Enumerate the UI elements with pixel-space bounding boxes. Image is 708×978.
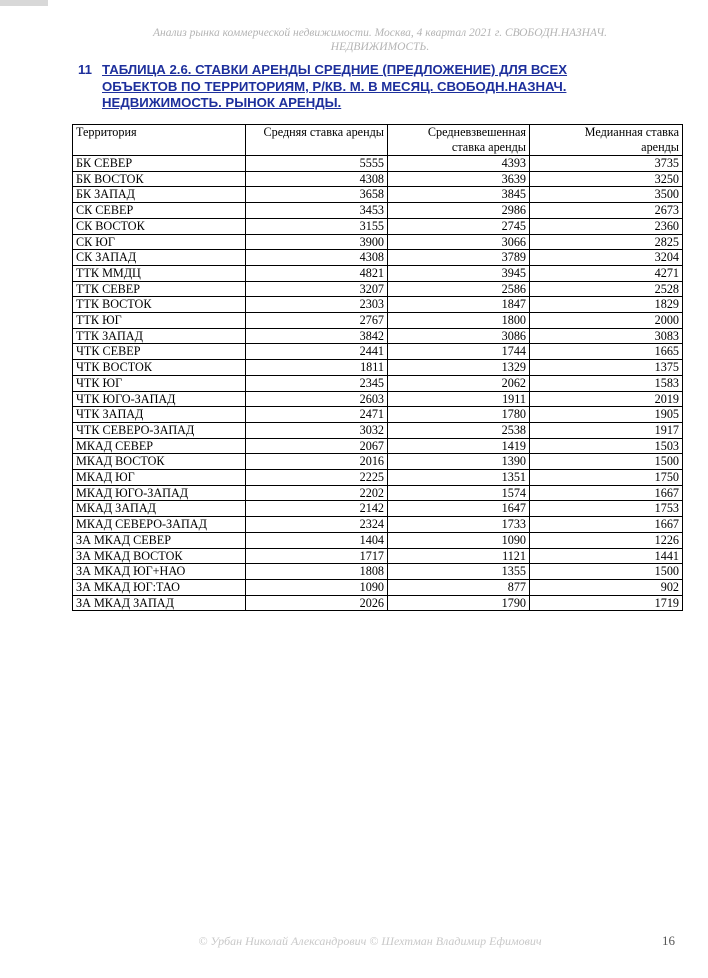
- territory-cell: ЧТК ЮГО-ЗАПАД: [73, 391, 246, 407]
- territory-cell: МКАД ВОСТОК: [73, 454, 246, 470]
- average-rate-cell: 2441: [246, 344, 388, 360]
- running-header-line1: Анализ рынка коммерческой недвижимости. Москва, 4 квартал 2021 г. СВОБОДН.НАЗНАЧ.: [153, 27, 607, 39]
- median-rate-cell: 1500: [530, 454, 683, 470]
- average-rate-cell: 3155: [246, 218, 388, 234]
- median-rate-cell: 1829: [530, 297, 683, 313]
- average-rate-cell: 1808: [246, 564, 388, 580]
- table-row: [73, 548, 683, 564]
- territory-cell: ЧТК СЕВЕР: [73, 344, 246, 360]
- table-row: [73, 595, 683, 611]
- median-rate-cell: 1905: [530, 407, 683, 423]
- territory-cell: МКАД ЗАПАД: [73, 501, 246, 517]
- average-rate-cell: 3032: [246, 422, 388, 438]
- average-rate-cell: 2016: [246, 454, 388, 470]
- table-row: [73, 422, 683, 438]
- average-rate-cell: 2603: [246, 391, 388, 407]
- territory-cell: ТТК ММДЦ: [73, 265, 246, 281]
- weighted-rate-cell: 2538: [388, 422, 530, 438]
- table-row: [73, 328, 683, 344]
- table-row: [73, 579, 683, 595]
- weighted-rate-cell: 1790: [388, 595, 530, 611]
- table-row: [73, 203, 683, 219]
- average-rate-cell: 2026: [246, 595, 388, 611]
- table-row: [73, 265, 683, 281]
- average-rate-cell: 2303: [246, 297, 388, 313]
- median-rate-cell: 1719: [530, 595, 683, 611]
- column-header-territory: Территория: [73, 125, 246, 156]
- table-row: [73, 501, 683, 517]
- territory-cell: СК ЮГ: [73, 234, 246, 250]
- average-rate-cell: 4308: [246, 250, 388, 266]
- table-row: [73, 297, 683, 313]
- median-rate-cell: 1500: [530, 564, 683, 580]
- column-header-weighted-rate: [388, 125, 530, 156]
- section-title-line3: НЕДВИЖИМОСТЬ. РЫНОК АРЕНДЫ.: [102, 95, 342, 110]
- weighted-rate-cell: 1647: [388, 501, 530, 517]
- median-rate-cell: 1665: [530, 344, 683, 360]
- table-row: [73, 313, 683, 329]
- average-rate-cell: 2345: [246, 375, 388, 391]
- weighted-rate-cell: 3945: [388, 265, 530, 281]
- average-rate-cell: 5555: [246, 156, 388, 172]
- median-rate-cell: 2360: [530, 218, 683, 234]
- territory-cell: ЗА МКАД СЕВЕР: [73, 532, 246, 548]
- median-rate-cell: 1667: [530, 485, 683, 501]
- table-row: [73, 187, 683, 203]
- median-rate-cell: 2019: [530, 391, 683, 407]
- territory-cell: ЗА МКАД ЗАПАД: [73, 595, 246, 611]
- column-header-average-rate: Средняя ставка аренды: [246, 125, 388, 156]
- median-rate-cell: 1375: [530, 360, 683, 376]
- weighted-rate-cell: 2745: [388, 218, 530, 234]
- median-rate-cell: 2000: [530, 313, 683, 329]
- median-rate-cell: 1750: [530, 470, 683, 486]
- average-rate-cell: 2067: [246, 438, 388, 454]
- average-rate-cell: 3453: [246, 203, 388, 219]
- table-row: [73, 375, 683, 391]
- territory-cell: ТТК ВОСТОК: [73, 297, 246, 313]
- average-rate-cell: 1811: [246, 360, 388, 376]
- corner-mark: [0, 0, 48, 6]
- average-rate-cell: 1404: [246, 532, 388, 548]
- weighted-rate-cell: 3639: [388, 171, 530, 187]
- average-rate-cell: 3658: [246, 187, 388, 203]
- weighted-rate-cell: 4393: [388, 156, 530, 172]
- rent-rates-table: [72, 124, 683, 611]
- column-header-median-line2: аренды: [641, 140, 679, 154]
- territory-cell: ЗА МКАД ВОСТОК: [73, 548, 246, 564]
- table-header-row: [73, 125, 683, 156]
- median-rate-cell: 1441: [530, 548, 683, 564]
- weighted-rate-cell: 1351: [388, 470, 530, 486]
- weighted-rate-cell: 1800: [388, 313, 530, 329]
- weighted-rate-cell: 2586: [388, 281, 530, 297]
- territory-cell: БК СЕВЕР: [73, 156, 246, 172]
- section-title-line1: ТАБЛИЦА 2.6. СТАВКИ АРЕНДЫ СРЕДНИЕ (ПРЕДЛОЖЕНИЕ) ДЛЯ ВСЕХ: [102, 62, 568, 77]
- column-header-weighted-line1: Средневзвешенная: [427, 125, 526, 139]
- weighted-rate-cell: 3066: [388, 234, 530, 250]
- territory-cell: ЧТК СЕВЕРО-ЗАПАД: [73, 422, 246, 438]
- weighted-rate-cell: 1574: [388, 485, 530, 501]
- territory-cell: СК ВОСТОК: [73, 218, 246, 234]
- territory-cell: ЧТК ЮГ: [73, 375, 246, 391]
- territory-cell: СК ЗАПАД: [73, 250, 246, 266]
- weighted-rate-cell: 1744: [388, 344, 530, 360]
- table-row: [73, 485, 683, 501]
- table-row: [73, 171, 683, 187]
- average-rate-cell: 1717: [246, 548, 388, 564]
- territory-cell: ЧТК ЗАПАД: [73, 407, 246, 423]
- average-rate-cell: 3842: [246, 328, 388, 344]
- territory-cell: МКАД СЕВЕРО-ЗАПАД: [73, 517, 246, 533]
- average-rate-cell: 1090: [246, 579, 388, 595]
- median-rate-cell: 1667: [530, 517, 683, 533]
- territory-cell: БК ЗАПАД: [73, 187, 246, 203]
- median-rate-cell: 1503: [530, 438, 683, 454]
- section-number: 11: [78, 62, 92, 77]
- territory-cell: ЗА МКАД ЮГ+НАО: [73, 564, 246, 580]
- weighted-rate-cell: 3845: [388, 187, 530, 203]
- section-title-line2: ОБЪЕКТОВ ПО ТЕРРИТОРИЯМ, Р/КВ. М. В МЕСЯЦ. СВОБОДН.НАЗНАЧ.: [102, 78, 567, 94]
- median-rate-cell: 3500: [530, 187, 683, 203]
- average-rate-cell: 3207: [246, 281, 388, 297]
- weighted-rate-cell: 1419: [388, 438, 530, 454]
- territory-cell: МКАД СЕВЕР: [73, 438, 246, 454]
- weighted-rate-cell: 1329: [388, 360, 530, 376]
- average-rate-cell: 2225: [246, 470, 388, 486]
- weighted-rate-cell: 1390: [388, 454, 530, 470]
- table-row: [73, 234, 683, 250]
- median-rate-cell: 3735: [530, 156, 683, 172]
- table-row: [73, 517, 683, 533]
- section-title[interactable]: [102, 62, 567, 112]
- territory-cell: ТТК ЮГ: [73, 313, 246, 329]
- territory-cell: ТТК СЕВЕР: [73, 281, 246, 297]
- table-row: [73, 156, 683, 172]
- median-rate-cell: 2528: [530, 281, 683, 297]
- table-row: [73, 218, 683, 234]
- territory-cell: БК ВОСТОК: [73, 171, 246, 187]
- average-rate-cell: 2471: [246, 407, 388, 423]
- page-number: 16: [662, 933, 675, 948]
- average-rate-cell: 2324: [246, 517, 388, 533]
- weighted-rate-cell: 1911: [388, 391, 530, 407]
- table-row: [73, 391, 683, 407]
- weighted-rate-cell: 1121: [388, 548, 530, 564]
- weighted-rate-cell: 1847: [388, 297, 530, 313]
- weighted-rate-cell: 3086: [388, 328, 530, 344]
- table-row: [73, 344, 683, 360]
- average-rate-cell: 3900: [246, 234, 388, 250]
- table-row: [73, 532, 683, 548]
- weighted-rate-cell: 1355: [388, 564, 530, 580]
- average-rate-cell: 2767: [246, 313, 388, 329]
- median-rate-cell: 3250: [530, 171, 683, 187]
- table-row: [73, 281, 683, 297]
- weighted-rate-cell: 2062: [388, 375, 530, 391]
- weighted-rate-cell: 877: [388, 579, 530, 595]
- median-rate-cell: 3083: [530, 328, 683, 344]
- table-row: [73, 564, 683, 580]
- median-rate-cell: 2673: [530, 203, 683, 219]
- median-rate-cell: 1226: [530, 532, 683, 548]
- territory-cell: ЧТК ВОСТОК: [73, 360, 246, 376]
- territory-cell: МКАД ЮГО-ЗАПАД: [73, 485, 246, 501]
- weighted-rate-cell: 1780: [388, 407, 530, 423]
- weighted-rate-cell: 3789: [388, 250, 530, 266]
- running-header-line2: НЕДВИЖИМОСТЬ.: [330, 41, 430, 53]
- section-heading: [78, 62, 638, 112]
- table-body: [73, 156, 683, 611]
- column-header-median-line1: Медианная ставка: [584, 125, 679, 139]
- column-header-median-rate: [530, 125, 683, 156]
- average-rate-cell: 4308: [246, 171, 388, 187]
- average-rate-cell: 2202: [246, 485, 388, 501]
- average-rate-cell: 2142: [246, 501, 388, 517]
- territory-cell: ТТК ЗАПАД: [73, 328, 246, 344]
- table-row: [73, 454, 683, 470]
- average-rate-cell: 4821: [246, 265, 388, 281]
- median-rate-cell: 3204: [530, 250, 683, 266]
- table-row: [73, 470, 683, 486]
- column-header-weighted-line2: ставка аренды: [451, 140, 526, 154]
- median-rate-cell: 902: [530, 579, 683, 595]
- median-rate-cell: 1583: [530, 375, 683, 391]
- running-header: [60, 26, 700, 54]
- weighted-rate-cell: 2986: [388, 203, 530, 219]
- weighted-rate-cell: 1090: [388, 532, 530, 548]
- table-row: [73, 250, 683, 266]
- territory-cell: ЗА МКАД ЮГ:ТАО: [73, 579, 246, 595]
- median-rate-cell: 2825: [530, 234, 683, 250]
- weighted-rate-cell: 1733: [388, 517, 530, 533]
- median-rate-cell: 4271: [530, 265, 683, 281]
- table-row: [73, 360, 683, 376]
- footer-copyright: © Урбан Николай Александрович © Шехтман Владимир Ефимович: [198, 934, 542, 948]
- median-rate-cell: 1917: [530, 422, 683, 438]
- table-row: [73, 407, 683, 423]
- table-row: [73, 438, 683, 454]
- territory-cell: МКАД ЮГ: [73, 470, 246, 486]
- median-rate-cell: 1753: [530, 501, 683, 517]
- territory-cell: СК СЕВЕР: [73, 203, 246, 219]
